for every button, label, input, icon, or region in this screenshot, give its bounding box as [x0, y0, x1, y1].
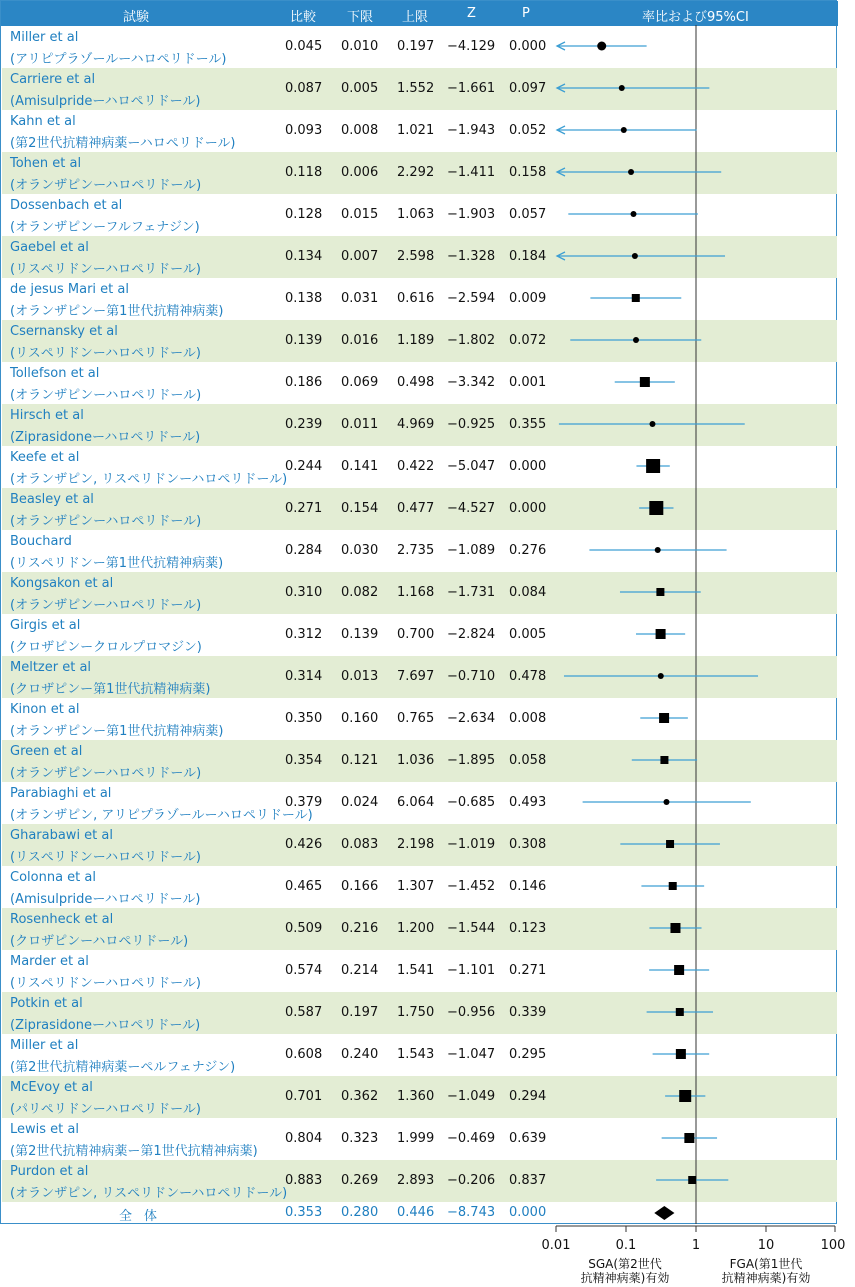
- study-comparison: (クロザピンークロルプロマジン): [10, 640, 202, 655]
- cell-p: 0.123: [509, 921, 547, 936]
- cell-z: −1.328: [447, 249, 496, 264]
- cell-p: 0.271: [509, 963, 547, 978]
- cell-p: 0.339: [509, 1005, 547, 1020]
- study-name: Kinon et al: [10, 702, 80, 717]
- study-comparison: (Ziprasidoneーハロペリドール): [10, 1018, 201, 1033]
- cell-upper: 0.700: [397, 627, 435, 642]
- study-name: Gaebel et al: [10, 240, 89, 255]
- cell-ratio: 0.312: [285, 627, 323, 642]
- cell-p: 0.052: [509, 123, 547, 138]
- cell-upper: 0.477: [397, 501, 435, 516]
- cell-lower: 0.007: [341, 249, 379, 264]
- effect-point: [631, 211, 637, 217]
- cell-p: 0.355: [509, 417, 547, 432]
- cell-z: −2.594: [447, 291, 496, 306]
- study-name: Miller et al: [10, 30, 79, 45]
- header-ratio: 比較: [290, 10, 317, 25]
- effect-point: [664, 799, 670, 805]
- study-name: Gharabawi et al: [10, 828, 113, 843]
- effect-square: [684, 1133, 694, 1143]
- effect-square: [679, 1090, 691, 1102]
- cell-upper: 0.498: [397, 375, 435, 390]
- cell-ratio: 0.314: [285, 669, 323, 684]
- cell-z: −2.824: [447, 627, 496, 642]
- cell-lower: 0.031: [341, 291, 379, 306]
- cell-z: −4.527: [447, 501, 496, 516]
- cell-upper: 0.422: [397, 459, 435, 474]
- cell-upper: 2.292: [397, 165, 435, 180]
- effect-square: [666, 840, 674, 848]
- favors-fga-label: [722, 1257, 811, 1285]
- favors-fga-line1: FGA(第1世代: [729, 1257, 803, 1271]
- cell-lower: 0.362: [341, 1089, 379, 1104]
- cell-lower: 0.240: [341, 1047, 379, 1062]
- cell-z: −1.047: [447, 1047, 496, 1062]
- study-comparison: (オランザピン, アリピプラゾールーハロペリドール): [10, 808, 313, 823]
- cell-ratio: 0.244: [285, 459, 323, 474]
- cell-p: 0.057: [509, 207, 547, 222]
- study-comparison: (クロザピンーハロペリドール): [10, 934, 189, 949]
- header-study: 試験: [123, 10, 150, 25]
- cell-ratio: 0.271: [285, 501, 323, 516]
- cell-p: 0.493: [509, 795, 547, 810]
- study-comparison: (オランザピンーハロペリドール): [10, 514, 202, 529]
- study-comparison: (リスペリドンーハロペリドール): [10, 976, 201, 991]
- study-comparison: (オランザピンー第1世代抗精神病薬): [10, 304, 224, 319]
- effect-square: [649, 501, 663, 515]
- cell-ratio: 0.139: [285, 333, 323, 348]
- study-comparison: (オランザピンーフルフェナジン): [10, 220, 200, 235]
- study-comparison: (オランザピンーハロペリドール): [10, 388, 202, 403]
- cell-z: −0.469: [447, 1131, 496, 1146]
- cell-ratio: 0.354: [285, 753, 323, 768]
- cell-z: −1.089: [447, 543, 496, 558]
- cell-lower: 0.082: [341, 585, 379, 600]
- cell-ratio: 0.350: [285, 711, 323, 726]
- cell-lower: 0.154: [341, 501, 379, 516]
- cell-lower: 0.006: [341, 165, 379, 180]
- effect-point: [632, 253, 638, 259]
- cell-ratio: 0.509: [285, 921, 323, 936]
- cell-lower: 0.160: [341, 711, 379, 726]
- tick-label-1: 1: [691, 1238, 701, 1253]
- study-name: Bouchard: [10, 534, 72, 549]
- cell-z: −0.685: [447, 795, 496, 810]
- effect-point: [619, 85, 625, 91]
- study-name: Kahn et al: [10, 114, 76, 129]
- cell-upper: 2.598: [397, 249, 435, 264]
- cell-z: −1.903: [447, 207, 496, 222]
- cell-lower: 0.083: [341, 837, 379, 852]
- study-name: McEvoy et al: [10, 1080, 93, 1095]
- favors-sga-line1: SGA(第2世代: [588, 1257, 662, 1271]
- study-comparison: (オランザピンーハロペリドール): [10, 766, 202, 781]
- cell-upper: 0.616: [397, 291, 435, 306]
- cell-z: −1.661: [447, 81, 496, 96]
- cell-z: −1.802: [447, 333, 496, 348]
- cell-ratio: 0.134: [285, 249, 323, 264]
- cell-ratio: 0.310: [285, 585, 323, 600]
- cell-ratio: 0.804: [285, 1131, 323, 1146]
- cell-z: −1.101: [447, 963, 496, 978]
- total-lower: 0.280: [341, 1205, 379, 1220]
- study-name: Kongsakon et al: [10, 576, 114, 591]
- study-comparison: (Ziprasidoneーハロペリドール): [10, 430, 201, 445]
- study-comparison: (リスペリドンーハロペリドール): [10, 346, 201, 361]
- cell-p: 0.146: [509, 879, 547, 894]
- cell-lower: 0.011: [341, 417, 379, 432]
- cell-upper: 1.307: [397, 879, 435, 894]
- cell-p: 0.478: [509, 669, 547, 684]
- cell-lower: 0.141: [341, 459, 379, 474]
- effect-square: [656, 588, 664, 596]
- header-plot-title: 率比および95%CI: [642, 10, 749, 25]
- cell-ratio: 0.186: [285, 375, 323, 390]
- study-comparison: (リスペリドンーハロペリドール): [10, 262, 201, 277]
- study-name: Csernansky et al: [10, 324, 118, 339]
- cell-ratio: 0.587: [285, 1005, 323, 1020]
- study-comparison: (オランザピンー第1世代抗精神病薬): [10, 724, 224, 739]
- header-p: P: [522, 6, 530, 21]
- cell-p: 0.001: [509, 375, 547, 390]
- study-comparison: (オランザピンーハロペリドール): [10, 598, 202, 613]
- cell-upper: 1.189: [397, 333, 435, 348]
- effect-square: [669, 882, 677, 890]
- cell-lower: 0.139: [341, 627, 379, 642]
- cell-lower: 0.323: [341, 1131, 379, 1146]
- cell-upper: 1.168: [397, 585, 435, 600]
- cell-p: 0.000: [509, 39, 547, 54]
- cell-ratio: 0.883: [285, 1173, 323, 1188]
- cell-p: 0.276: [509, 543, 547, 558]
- study-comparison: (第2世代抗精神病薬ーハロペリドール): [10, 136, 236, 151]
- study-name: Lewis et al: [10, 1122, 79, 1137]
- effect-point: [628, 169, 634, 175]
- study-name: Purdon et al: [10, 1164, 89, 1179]
- study-name: Marder et al: [10, 954, 89, 969]
- total-upper: 0.446: [397, 1205, 435, 1220]
- cell-upper: 2.735: [397, 543, 435, 558]
- cell-p: 0.009: [509, 291, 547, 306]
- cell-lower: 0.166: [341, 879, 379, 894]
- effect-square: [670, 923, 680, 933]
- cell-z: −0.925: [447, 417, 496, 432]
- study-name: Girgis et al: [10, 618, 81, 633]
- study-name: Hirsch et al: [10, 408, 84, 423]
- effect-square: [632, 294, 640, 302]
- cell-upper: 1.541: [397, 963, 435, 978]
- cell-upper: 2.893: [397, 1173, 435, 1188]
- cell-upper: 1.543: [397, 1047, 435, 1062]
- cell-p: 0.837: [509, 1173, 547, 1188]
- cell-ratio: 0.701: [285, 1089, 323, 1104]
- cell-p: 0.639: [509, 1131, 547, 1146]
- cell-ratio: 0.087: [285, 81, 323, 96]
- cell-lower: 0.024: [341, 795, 379, 810]
- cell-z: −1.731: [447, 585, 496, 600]
- cell-z: −0.710: [447, 669, 496, 684]
- cell-lower: 0.214: [341, 963, 379, 978]
- favors-fga-line2: 抗精神病薬)有効: [721, 1271, 811, 1285]
- header-z: Z: [467, 6, 476, 21]
- study-name: Miller et al: [10, 1038, 79, 1053]
- effect-square: [676, 1049, 686, 1059]
- total-ratio: 0.353: [285, 1205, 323, 1220]
- study-comparison: (第2世代抗精神病薬ーペルフェナジン): [10, 1060, 236, 1075]
- tick-label-0.01: 0.01: [541, 1238, 571, 1253]
- study-comparison: (オランザピンーハロペリドール): [10, 178, 202, 193]
- summary-diamond: [654, 1206, 674, 1220]
- favors-sga-label: [581, 1257, 670, 1285]
- cell-z: −0.956: [447, 1005, 496, 1020]
- cell-lower: 0.069: [341, 375, 379, 390]
- cell-upper: 1.021: [397, 123, 435, 138]
- effect-point: [621, 127, 627, 133]
- header-upper: 上限: [402, 10, 429, 25]
- study-comparison: (クロザピンー第1世代抗精神病薬): [10, 682, 211, 697]
- cell-z: −3.342: [447, 375, 496, 390]
- study-name: de jesus Mari et al: [10, 282, 129, 297]
- cell-z: −0.206: [447, 1173, 496, 1188]
- study-name: Green et al: [10, 744, 83, 759]
- total-label: 全体: [119, 1209, 170, 1224]
- study-name: Tohen et al: [10, 156, 82, 171]
- cell-p: 0.058: [509, 753, 547, 768]
- cell-upper: 1.999: [397, 1131, 435, 1146]
- cell-z: −1.049: [447, 1089, 496, 1104]
- cell-p: 0.184: [509, 249, 547, 264]
- study-name: Beasley et al: [10, 492, 94, 507]
- study-comparison: (リスペリドンーハロペリドール): [10, 850, 201, 865]
- cell-upper: 1.552: [397, 81, 435, 96]
- cell-p: 0.072: [509, 333, 547, 348]
- study-name: Carriere et al: [10, 72, 96, 87]
- cell-ratio: 0.379: [285, 795, 323, 810]
- cell-lower: 0.030: [341, 543, 379, 558]
- cell-z: −1.411: [447, 165, 496, 180]
- cell-lower: 0.269: [341, 1173, 379, 1188]
- cell-lower: 0.010: [341, 39, 379, 54]
- study-name: Rosenheck et al: [10, 912, 114, 927]
- cell-lower: 0.005: [341, 81, 379, 96]
- cell-ratio: 0.093: [285, 123, 323, 138]
- cell-ratio: 0.426: [285, 837, 323, 852]
- header-lower: 下限: [347, 10, 374, 25]
- effect-point: [597, 42, 606, 51]
- cell-z: −2.634: [447, 711, 496, 726]
- effect-point: [658, 673, 664, 679]
- tick-label-100: 100: [820, 1238, 846, 1253]
- cell-upper: 4.969: [397, 417, 435, 432]
- study-name: Tollefson et al: [10, 366, 100, 381]
- cell-z: −1.452: [447, 879, 496, 894]
- cell-p: 0.294: [509, 1089, 547, 1104]
- cell-p: 0.308: [509, 837, 547, 852]
- study-name: Parabiaghi et al: [10, 786, 112, 801]
- effect-square: [646, 459, 660, 473]
- cell-ratio: 0.465: [285, 879, 323, 894]
- cell-ratio: 0.045: [285, 39, 323, 54]
- cell-p: 0.084: [509, 585, 547, 600]
- cell-ratio: 0.574: [285, 963, 323, 978]
- effect-square: [660, 756, 668, 764]
- cell-lower: 0.216: [341, 921, 379, 936]
- study-comparison: (リスペリドンー第1世代抗精神病薬): [10, 556, 224, 571]
- cell-p: 0.158: [509, 165, 547, 180]
- cell-lower: 0.197: [341, 1005, 379, 1020]
- favors-sga-line2: 抗精神病薬)有効: [580, 1271, 670, 1285]
- study-name: Keefe et al: [10, 450, 80, 465]
- total-z: −8.743: [447, 1205, 496, 1220]
- effect-point: [633, 337, 639, 343]
- tick-label-0.1: 0.1: [615, 1238, 637, 1253]
- cell-lower: 0.121: [341, 753, 379, 768]
- study-name: Dossenbach et al: [10, 198, 123, 213]
- cell-lower: 0.013: [341, 669, 379, 684]
- cell-lower: 0.015: [341, 207, 379, 222]
- cell-ratio: 0.118: [285, 165, 323, 180]
- effect-square: [676, 1008, 684, 1016]
- effect-point: [649, 421, 655, 427]
- cell-z: −1.544: [447, 921, 496, 936]
- study-comparison: (Amisulprideーハロペリドール): [10, 94, 201, 109]
- study-comparison: (パリペリドンーハロペリドール): [10, 1102, 201, 1117]
- cell-upper: 1.200: [397, 921, 435, 936]
- study-name: Potkin et al: [10, 996, 83, 1011]
- cell-ratio: 0.608: [285, 1047, 323, 1062]
- effect-square: [656, 629, 666, 639]
- study-comparison: (オランザピン, リスペリドンーハロペリドール): [10, 472, 288, 487]
- cell-ratio: 0.284: [285, 543, 323, 558]
- cell-p: 0.000: [509, 501, 547, 516]
- effect-point: [655, 547, 661, 553]
- cell-z: −1.019: [447, 837, 496, 852]
- effect-square: [688, 1176, 696, 1184]
- cell-upper: 1.360: [397, 1089, 435, 1104]
- cell-p: 0.008: [509, 711, 547, 726]
- study-comparison: (オランザピン, リスペリドンーハロペリドール): [10, 1186, 288, 1201]
- cell-ratio: 0.239: [285, 417, 323, 432]
- cell-z: −4.129: [447, 39, 496, 54]
- cell-lower: 0.016: [341, 333, 379, 348]
- cell-upper: 1.750: [397, 1005, 435, 1020]
- cell-ratio: 0.128: [285, 207, 323, 222]
- cell-p: 0.000: [509, 459, 547, 474]
- effect-square: [640, 377, 650, 387]
- cell-p: 0.295: [509, 1047, 547, 1062]
- cell-z: −1.943: [447, 123, 496, 138]
- effect-square: [659, 713, 669, 723]
- cell-z: −5.047: [447, 459, 496, 474]
- cell-p: 0.005: [509, 627, 547, 642]
- cell-z: −1.895: [447, 753, 496, 768]
- study-name: Colonna et al: [10, 870, 96, 885]
- cell-p: 0.097: [509, 81, 547, 96]
- cell-ratio: 0.138: [285, 291, 323, 306]
- cell-upper: 6.064: [397, 795, 435, 810]
- study-comparison: (Amisulprideーハロペリドール): [10, 892, 201, 907]
- cell-lower: 0.008: [341, 123, 379, 138]
- cell-upper: 7.697: [397, 669, 435, 684]
- cell-upper: 1.036: [397, 753, 435, 768]
- cell-upper: 0.765: [397, 711, 435, 726]
- study-comparison: (第2世代抗精神病薬ー第1世代抗精神病薬): [10, 1144, 258, 1159]
- cell-upper: 1.063: [397, 207, 435, 222]
- total-p: 0.000: [509, 1205, 547, 1220]
- cell-upper: 2.198: [397, 837, 435, 852]
- effect-square: [674, 965, 684, 975]
- tick-label-10: 10: [757, 1238, 775, 1253]
- study-comparison: (アリピプラゾールーハロペリドール): [10, 52, 227, 67]
- cell-upper: 0.197: [397, 39, 435, 54]
- study-name: Meltzer et al: [10, 660, 92, 675]
